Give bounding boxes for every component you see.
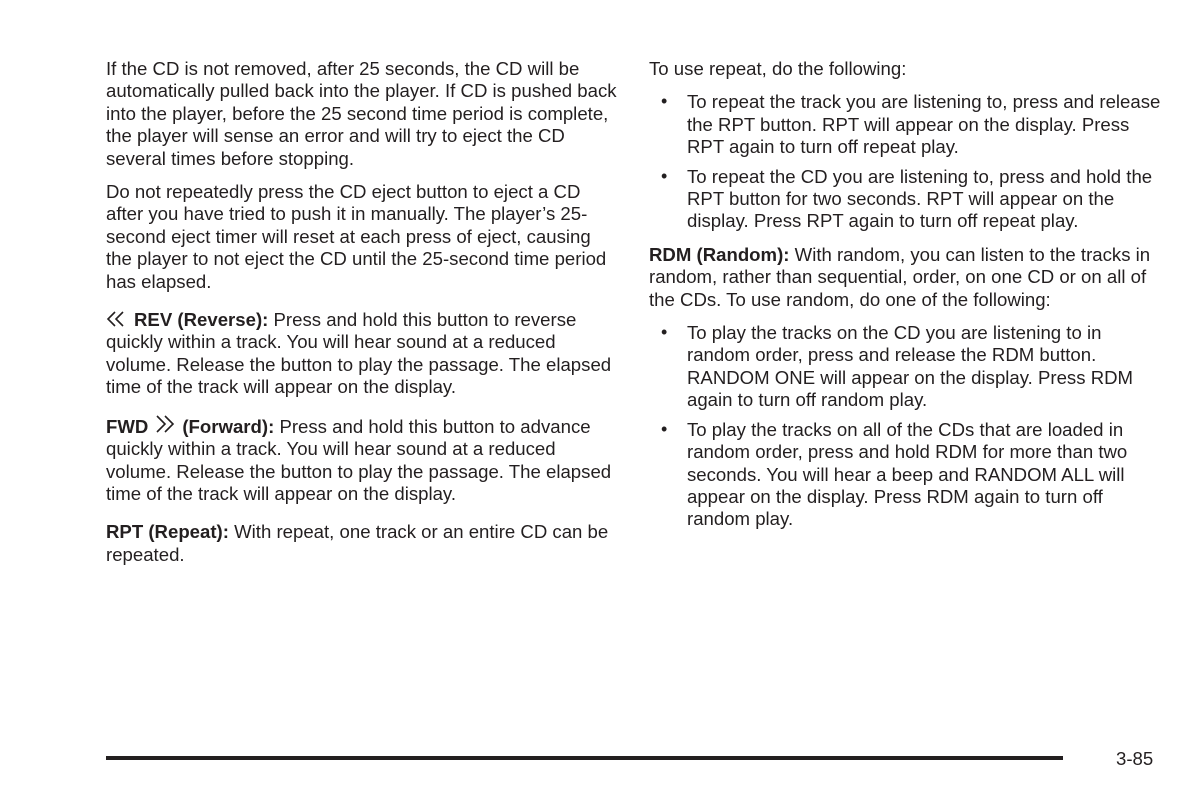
list-item [649, 91, 1161, 158]
rpt-heading: RPT (Repeat): [106, 521, 229, 543]
left-column [106, 58, 618, 577]
rdm-text: With random, you can listen to the tracks in random, rather than sequential, order, on one CD or on all of the CDs. To use random, do one of the following: [649, 243, 1151, 310]
list-item [649, 322, 1161, 412]
repeat-bullet-list [649, 91, 1161, 232]
list-item-text: To play the tracks on all of the CDs that are loaded in random order, press and hold RDM for more than two seconds. You will hear a beep and RANDOM ALL will appear on the display. Press RDM again to turn off random play. [687, 418, 1128, 530]
list-item-text: To repeat the CD you are listening to, press and hold the RPT button for two seconds. RPT will appear on the display. Press RPT again to turn off repeat play. [687, 165, 1153, 232]
right-column [649, 58, 1161, 542]
rdm-section [649, 244, 1161, 311]
bullet-icon: • [661, 91, 668, 112]
footer-divider [106, 756, 1063, 760]
fwd-heading-prefix: FWD [106, 415, 149, 437]
list-item-text: To play the tracks on the CD you are listening to in random order, press and release the RDM button. RANDOM ONE will appear on the display. Press RDM again to turn off random play. [687, 322, 1134, 411]
list-item [649, 419, 1161, 531]
rewind-chevron-icon [106, 311, 126, 327]
bullet-icon: • [661, 418, 668, 439]
bullet-icon: • [661, 322, 668, 343]
rev-section [106, 309, 618, 399]
fwd-heading-suffix: (Forward): [182, 415, 275, 437]
list-item-text: To repeat the track you are listening to, press and release the RPT button. RPT will appear on the display. Press RPT again to turn off repeat play. [687, 91, 1161, 158]
page-number: 3-85 [1116, 748, 1154, 769]
fwd-section [106, 415, 618, 506]
paragraph-eject-timeout: If the CD is not removed, after 25 seconds, the CD will be automatically pulled back into the player. If CD is pushed back into the player, before the 25 second time period is complete, the player will sense an error and will try to eject the CD several times before stopping. [106, 58, 617, 169]
rpt-section [106, 521, 618, 566]
rev-heading: REV (Reverse): [134, 309, 269, 331]
list-item [649, 166, 1161, 233]
fwd-text: Press and hold this button to advance quickly within a track. You will hear sound at a reduced volume. Release the button to play the passage. The elapsed time of the track will appear on the display. [106, 415, 612, 504]
rev-text: Press and hold this button to reverse quickly within a track. You will hear sound at a reduced volume. Release the button to play the passage. The elapsed time of the track will appear on the display. [106, 309, 612, 398]
rdm-heading: RDM (Random): [649, 243, 790, 265]
bullet-icon: • [661, 165, 668, 186]
random-bullet-list [649, 322, 1161, 531]
rpt-text: With repeat, one track or an entire CD can be repeated. [106, 521, 609, 565]
paragraph-eject-warning: Do not repeatedly press the CD eject button to eject a CD after you have tried to push it in manually. The player’s 25-second eject timer will reset at each press of eject, causing the player to not eject the CD until the 25-second time period has elapsed. [106, 181, 607, 292]
repeat-intro: To use repeat, do the following: [649, 58, 907, 79]
fast-forward-chevron-icon [154, 415, 176, 433]
